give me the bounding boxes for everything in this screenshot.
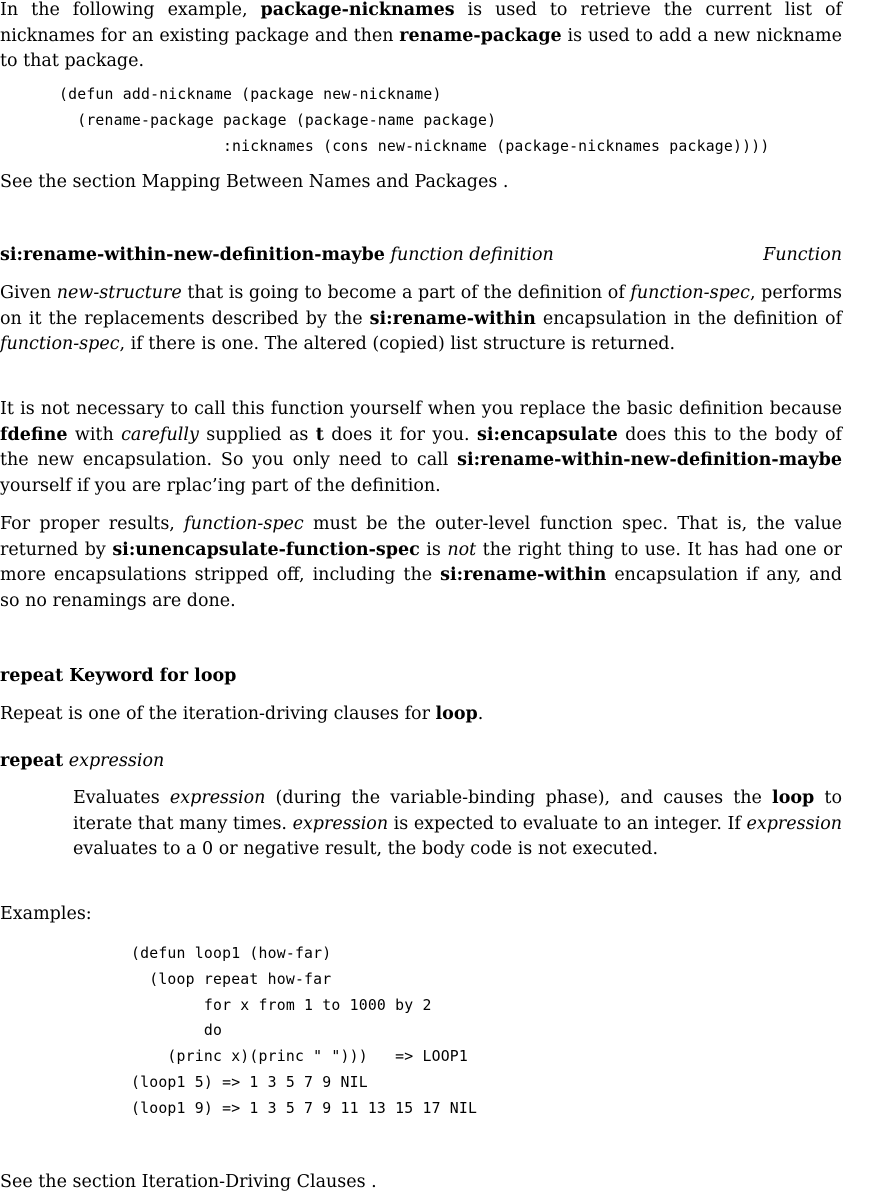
see-section-mapping: See the section Mapping Between Names and Packages .: [0, 172, 509, 192]
paragraph-repeat-intro: Repeat is one of the iteration-driving clauses for loop.: [0, 704, 484, 724]
code-example-loop1: (defun loop1 (how-far) (loop repeat how-far for x from 1 to 1000 by 2 do (princ x)(princ " "))) => LOOP1 (loop1 5) => 1 3 5 7 9 NIL (loop1 9) => 1 3 5 7 9 11 13 15 17 NIL: [131, 945, 478, 1117]
repeat-syntax: repeat expression: [0, 751, 165, 771]
see-section-iteration: See the section Iteration-Driving Clauses .: [0, 1172, 377, 1192]
paragraph-description: Given new-structure that is going to become a part of the definition of function-spec, performs on it the replacements described by the si:rename-within encapsulation in the definition of function-spec, if there is one. The altered (copied) list structure is returned.: [0, 283, 843, 355]
paragraph-repeat-description: Evaluates expression (during the variable-binding phase), and causes the loop to iterate that many times. expression is expected to evaluate to an integer. If expression evaluates to a 0 or negative result, the body code is not executed.: [73, 788, 842, 860]
paragraph-not-necessary: It is not necessary to call this function yourself when you replace the basic definition because fdefine with carefully supplied as t does it for you. si:encapsulate does this to the body of the new encapsulation. So you only need to call si:rename-within-new-definition-maybe yourself if you are rplac’ing part of the definition.: [0, 399, 842, 496]
function-args: function definition: [390, 245, 554, 265]
repeat-keyword-header: repeat Keyword for loop: [0, 666, 237, 686]
intro-paragraph: In the following example, package-nicknames is used to retrieve the current list of nicknames for an existing package and then rename-package is used to add a new nickname to that package.: [0, 0, 842, 72]
function-header: [0, 243, 842, 268]
code-example-add-nickname: (defun add-nickname (package new-nickname) (rename-package package (package-name package) :nicknames (cons new-nickname (package-nicknames package)))): [59, 86, 770, 155]
examples-label: Examples:: [0, 904, 92, 924]
function-name: si:rename-within-new-definition-maybe: [0, 245, 385, 265]
paragraph-proper-results: For proper results, function-spec must be the outer-level function spec. That is, the value returned by si:unencapsulate-function-spec is not the right thing to use. It has had one or more encapsulations stripped off, including the si:rename-within encapsulation if any, and so no renamings are done.: [0, 514, 843, 611]
function-kind: Function: [763, 245, 842, 265]
